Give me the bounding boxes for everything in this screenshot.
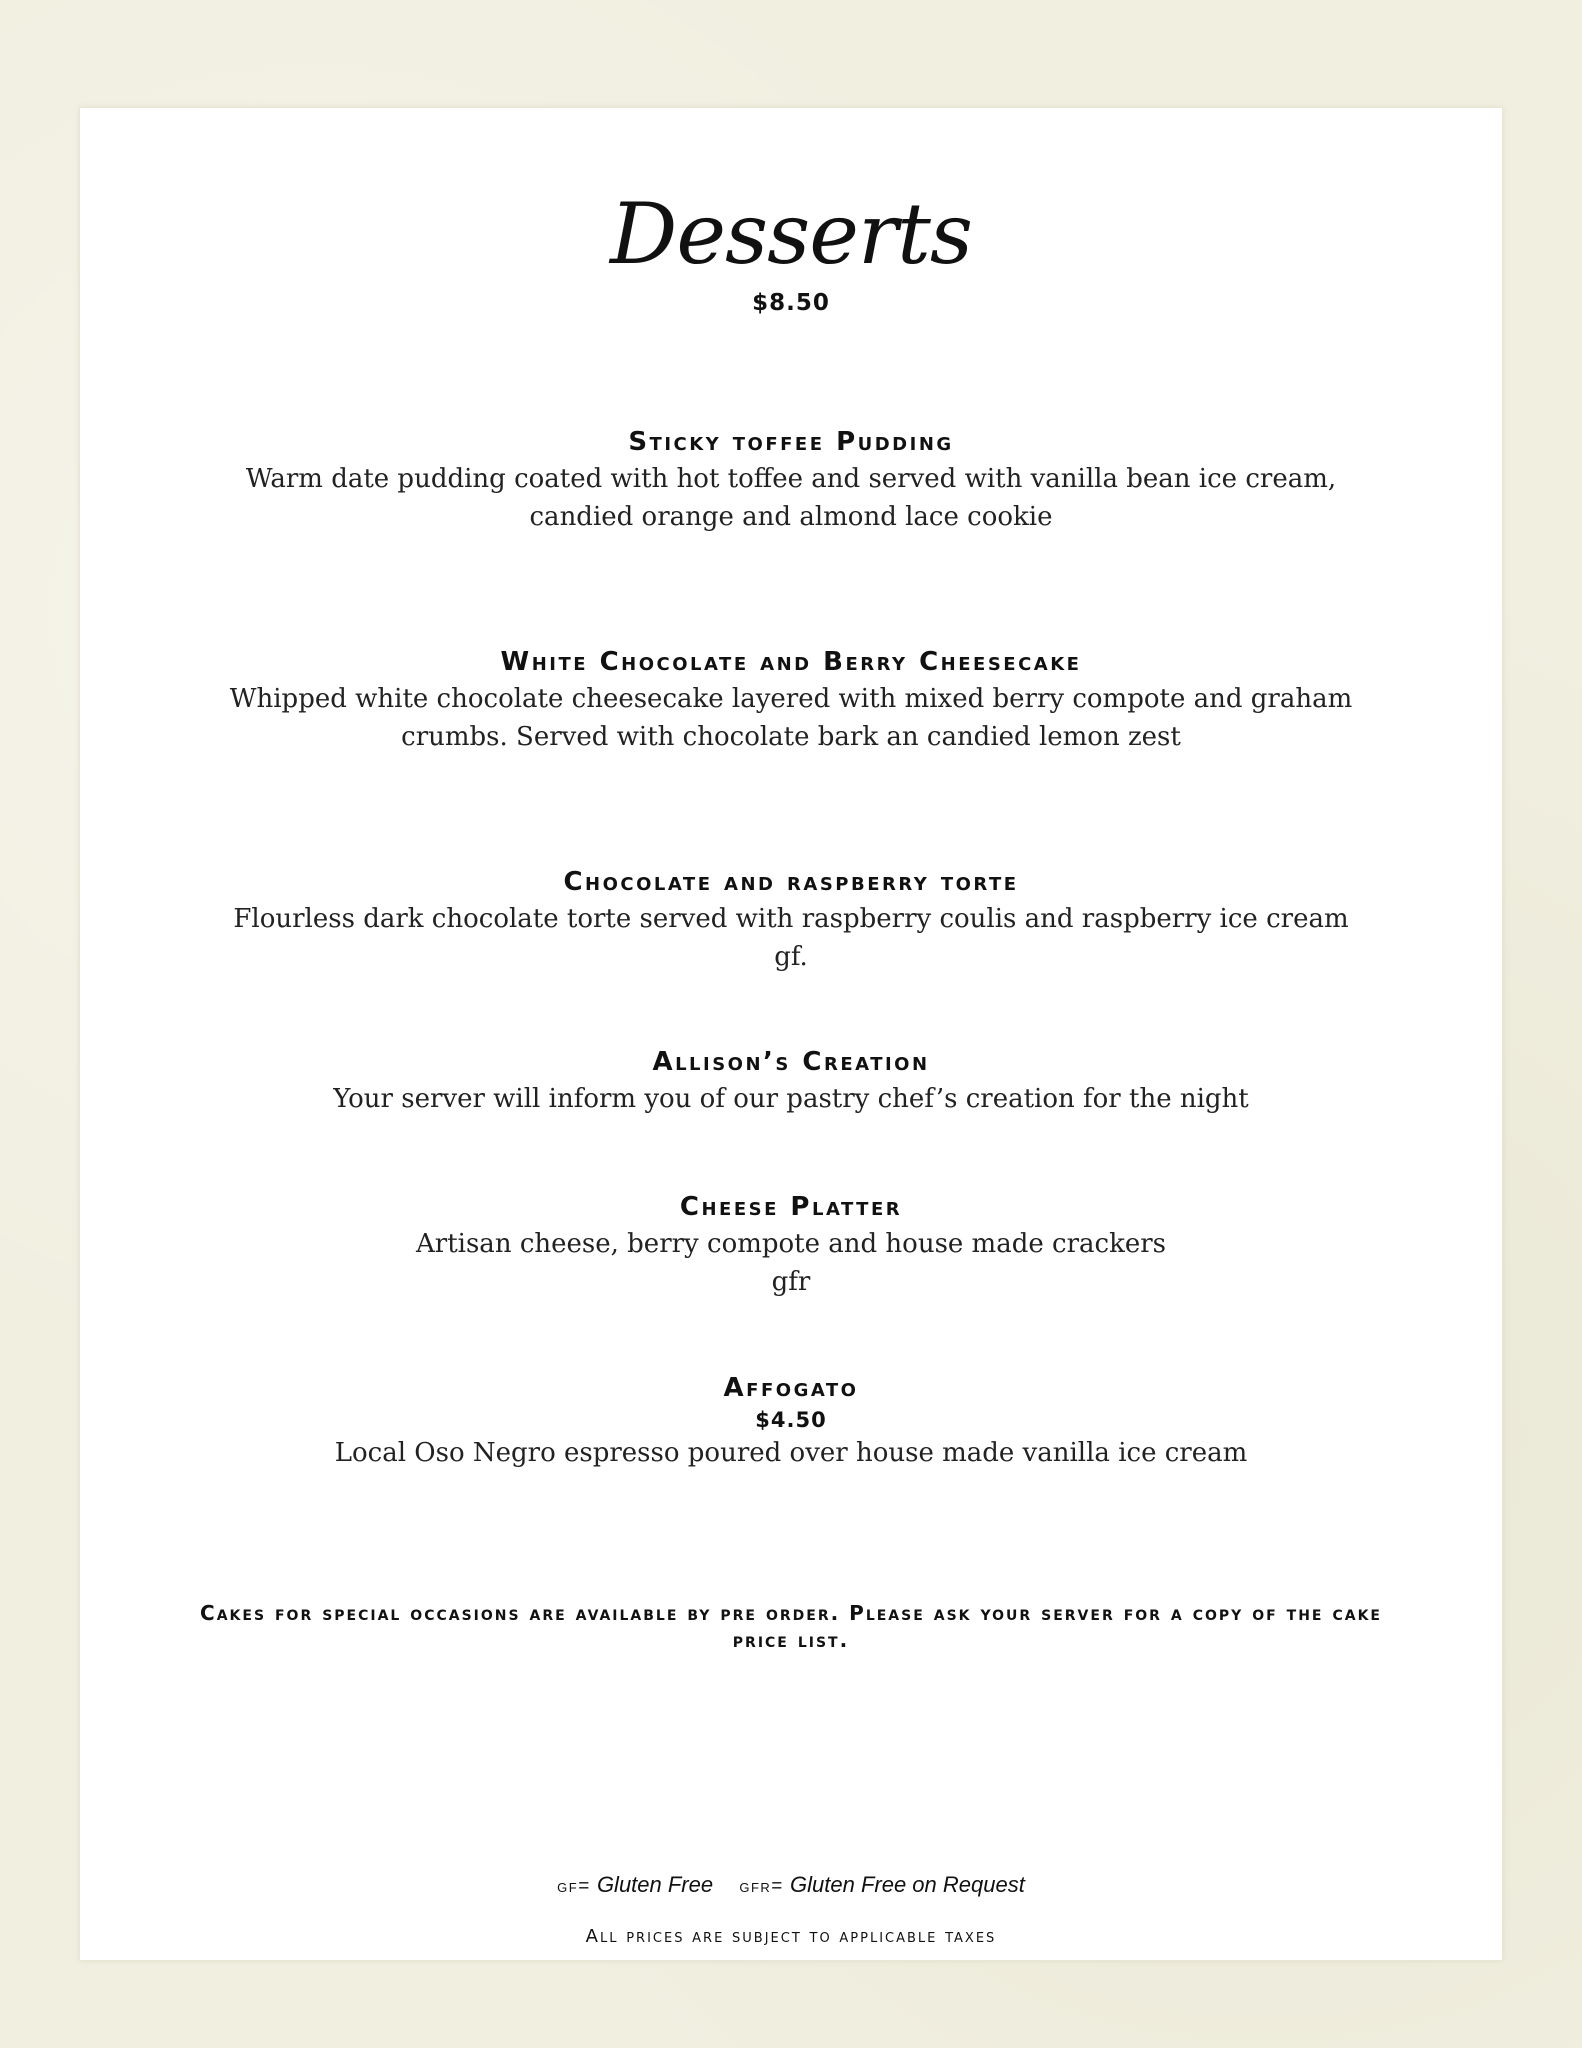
item-description: Warm date pudding coated with hot toffee and served with vanilla bean ice cream, candied orange and almond lace cookie [245,464,1337,532]
dietary-legend [80,1870,1502,1902]
menu-item-chocolate-raspberry-torte [80,864,1502,976]
menu-item-white-chocolate-cheesecake [80,644,1502,756]
menu-sheet [80,108,1502,1960]
menu-item-affogato [80,1370,1502,1472]
item-description: Artisan cheese, berry compote and house made crackers [416,1229,1166,1259]
item-description: Your server will inform you of our pastry chef’s creation for the night [333,1084,1249,1114]
legend-gfr-meaning: Gluten Free on Request [790,1872,1025,1897]
menu-item-allisons-creation [80,1044,1502,1118]
item-name: White Chocolate and Berry Cheesecake [500,647,1082,677]
item-name: Sticky toffee Pudding [628,427,954,457]
legend-gf-meaning: Gluten Free [596,1872,714,1897]
gluten-free-tag: gf. [774,942,808,972]
menu-item-sticky-toffee-pudding [80,424,1502,536]
item-name: Chocolate and raspberry torte [563,867,1019,897]
item-price: $4.50 [755,1408,827,1432]
special-occasion-cakes-notice: Cakes for special occasions are available by pre order. Please ask your server for a copy of the cake price list. [200,1601,1382,1652]
menu-item-cheese-platter [80,1189,1502,1301]
menu-title: Desserts [609,185,972,283]
legend-gf-abbr: gf= [557,1876,591,1897]
item-name: Allison’s Creation [652,1047,930,1077]
taxes-note: All prices are subject to applicable taxes [585,1926,997,1947]
item-description: Whipped white chocolate cheesecake layered with mixed berry compote and graham crumbs. Served with chocolate bark an candied lemon zest [229,684,1353,752]
item-name: Affogato [723,1373,859,1403]
legend-gfr-abbr: gfr= [739,1876,784,1897]
item-description: Flourless dark chocolate torte served with raspberry coulis and raspberry ice cream [233,904,1349,934]
item-description: Local Oso Negro espresso poured over house made vanilla ice cream [334,1438,1248,1468]
gluten-free-on-request-tag: gfr [771,1267,811,1297]
item-name: Cheese Platter [679,1192,903,1222]
menu-price: $8.50 [752,290,830,316]
